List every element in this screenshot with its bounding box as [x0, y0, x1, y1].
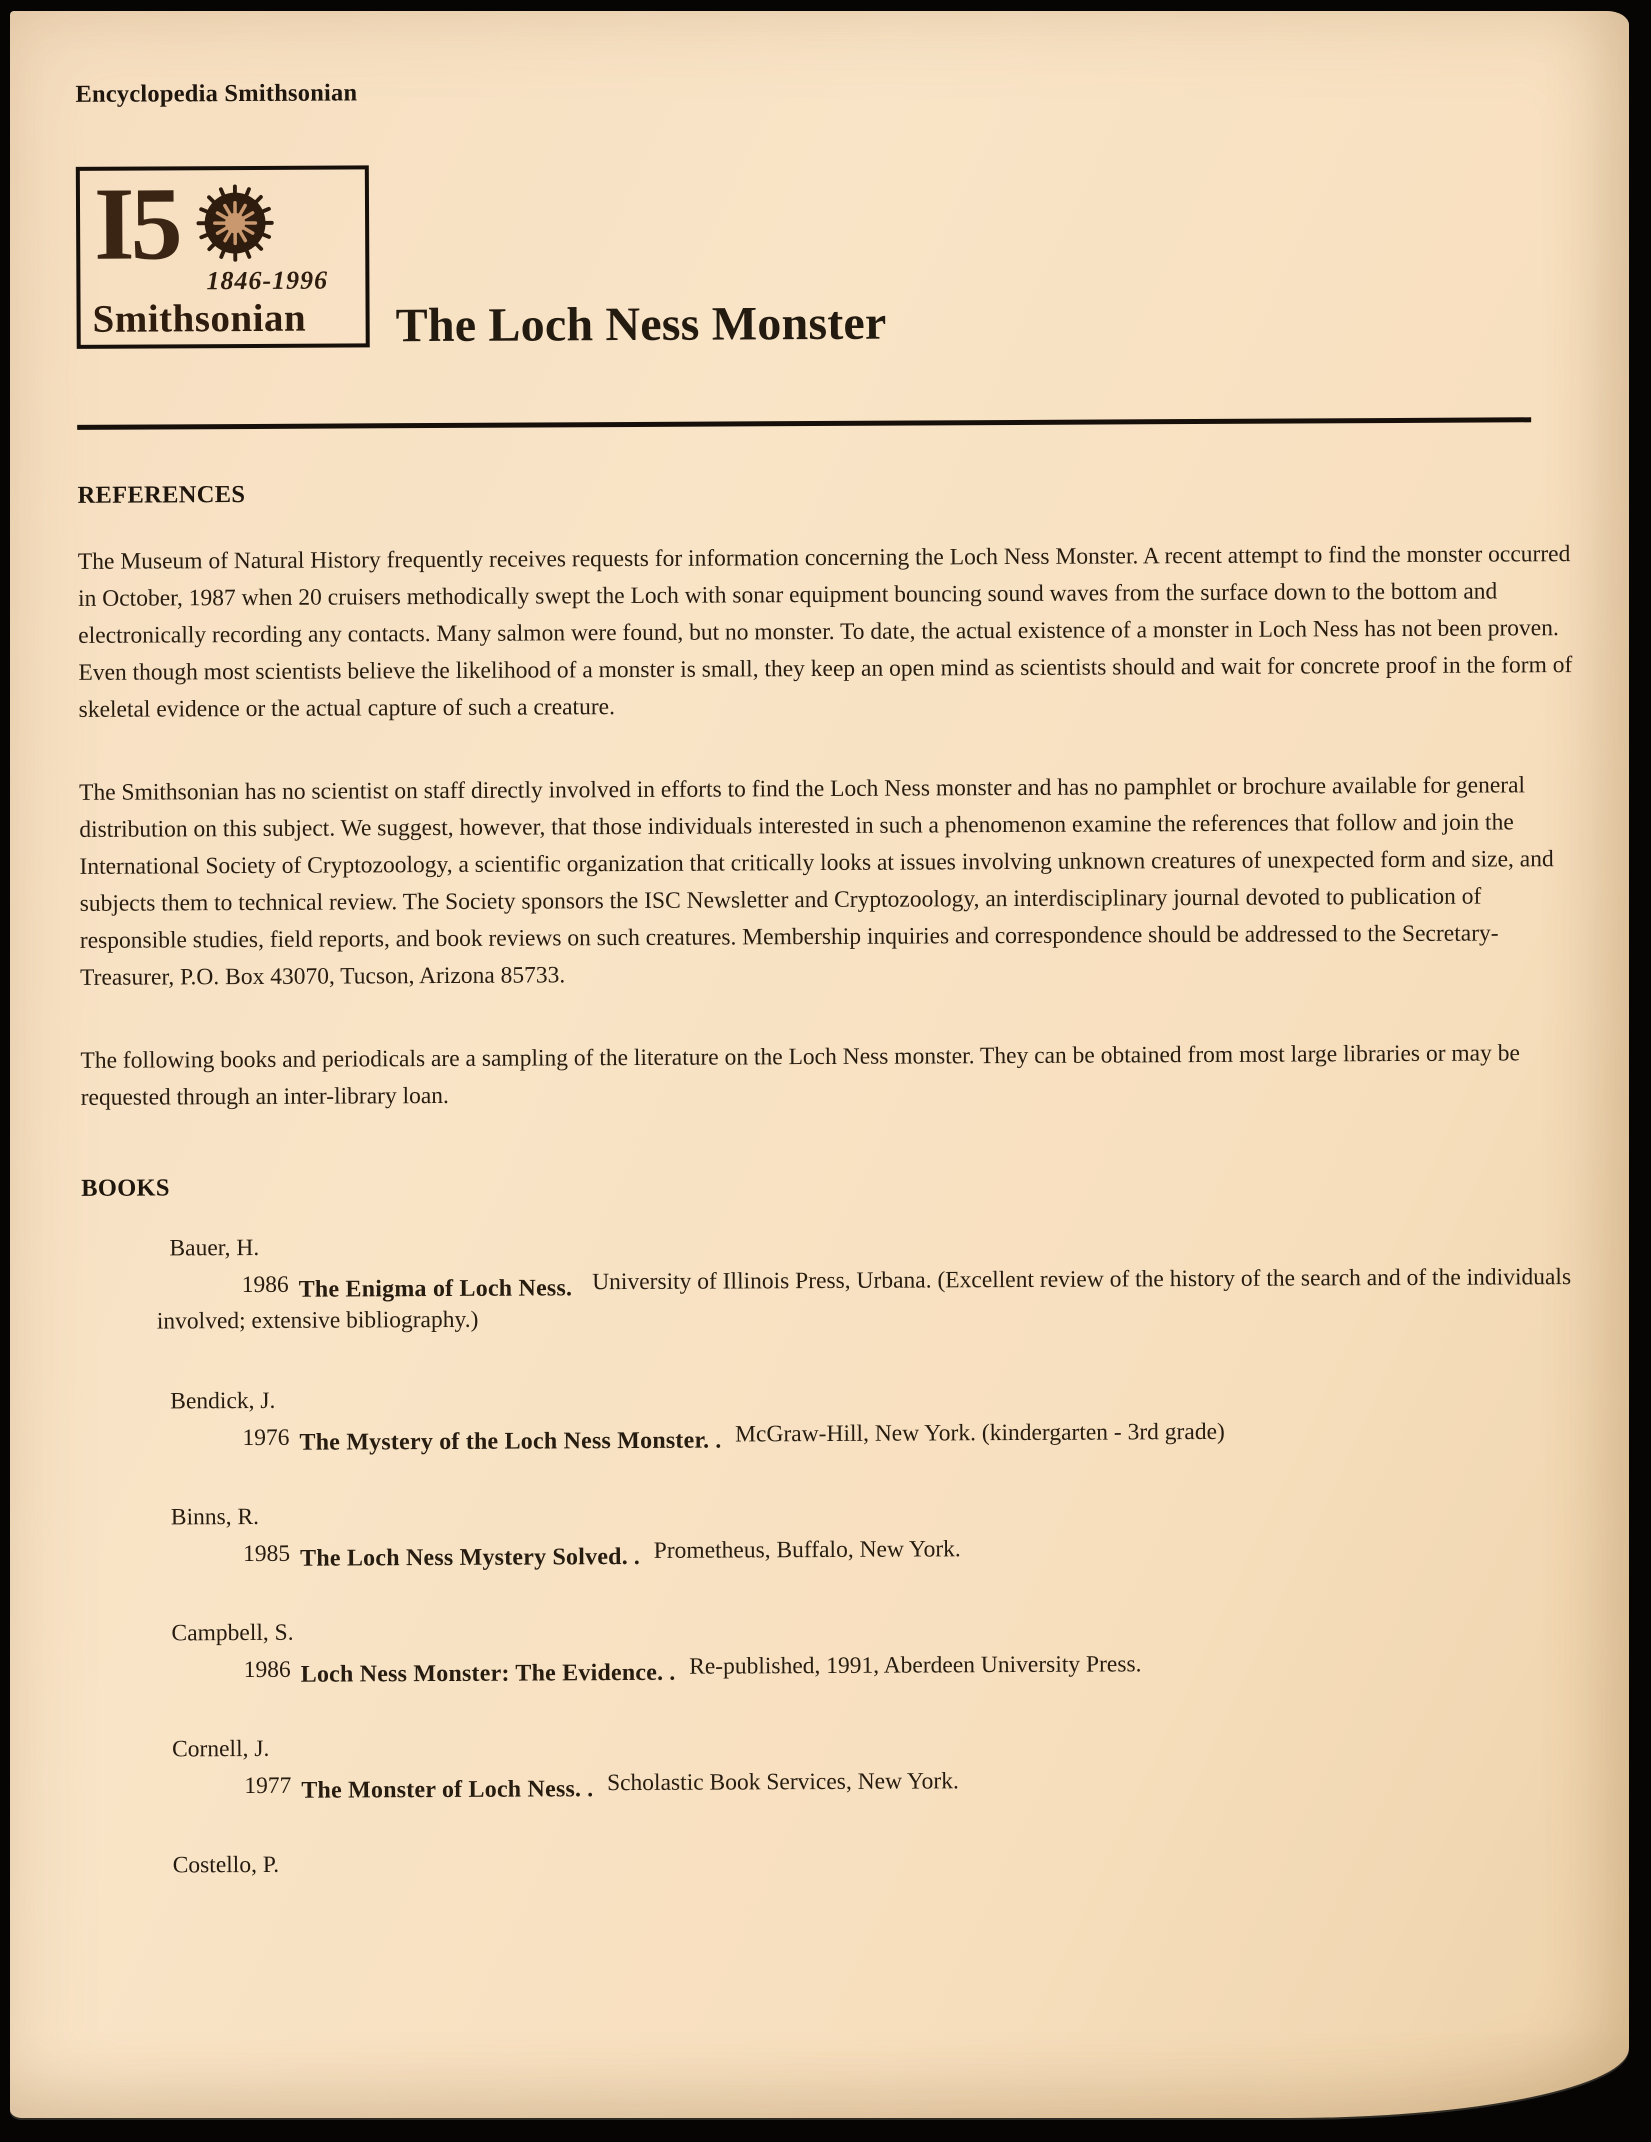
book-title: The Monster of Loch Ness.: [301, 1776, 582, 1804]
book-title: The Loch Ness Mystery Solved.: [300, 1544, 628, 1572]
book-separator: .: [633, 1543, 640, 1570]
document-header: [76, 159, 1573, 353]
book-entry-campbell: [83, 1608, 1579, 1690]
book-citation: [84, 1645, 1580, 1690]
logo-number: I5: [93, 166, 179, 282]
book-author: Cornell, J.: [172, 1735, 270, 1763]
header-divider: [77, 417, 1531, 430]
page-title: The Loch Ness Monster: [395, 296, 887, 353]
book-author: Bendick, J.: [170, 1387, 276, 1415]
book-citation: [82, 1260, 1578, 1342]
book-citation: [83, 1529, 1579, 1574]
references-heading: REFERENCES: [77, 481, 246, 509]
book-separator: .: [587, 1776, 594, 1803]
book-publisher: University of Illinois Press, Urbana. (Excellent review of the history of the search and of the individuals involved; extensive bibliography.): [156, 1264, 1572, 1335]
book-citation: [84, 1761, 1580, 1806]
book-title: The Mystery of the Loch Ness Monster.: [299, 1427, 710, 1456]
page-content: [10, 7, 1639, 1885]
book-year: 1985: [243, 1540, 291, 1568]
book-publisher: McGraw-Hill, New York. (kindergarten - 3rd grade): [735, 1418, 1225, 1448]
book-title: The Enigma of Loch Ness.: [298, 1275, 573, 1303]
book-entry-bendick: [82, 1376, 1578, 1458]
logo-years: 1846-1996: [206, 265, 329, 296]
sunburst-icon: [196, 184, 274, 262]
book-title: Loch Ness Monster: The Evidence.: [300, 1659, 664, 1688]
paragraph-literature: The following books and periodicals are a sampling of the literature on the Loch Ness monster. They can be obtained from most large libraries or may be requested through an inter-library loan.: [80, 1040, 1520, 1111]
paragraph-museum: The Museum of Natural History frequently receives requests for information concerning the Loch Ness Monster. A recent attempt to find the monster occurred in October, 1987 when 20 cruisers methodically swept the Loch with sonar equipment bouncing sound waves from the surface down to the bottom and electronically recording any contacts. Many salmon were found, but no monster. To date, the actual existence of a monster in Loch Ness has not been proven. Even though most scientists believe the likelihood of a monster is small, they keep an open mind as scientists should and wait for concrete proof in the form of skeletal evidence or the actual capture of such a creature.: [77, 541, 1573, 723]
book-year: 1977: [244, 1772, 292, 1800]
book-citation: [82, 1413, 1578, 1458]
document-eyebrow: Encyclopedia Smithsonian: [75, 79, 358, 108]
book-year: 1976: [242, 1424, 290, 1452]
book-year: 1986: [243, 1656, 291, 1684]
logo-wordmark: Smithsonian: [92, 296, 307, 341]
book-publisher: Scholastic Book Services, New York.: [606, 1768, 959, 1797]
book-author: Bauer, H.: [169, 1234, 260, 1262]
book-entry-binns: [83, 1492, 1579, 1574]
book-entry-costello: Costello, P.: [172, 1851, 280, 1879]
book-year: 1986: [241, 1271, 289, 1299]
book-publisher: Re-published, 1991, Aberdeen University Press.: [689, 1651, 1142, 1680]
paper-sheet: [10, 11, 1629, 2118]
book-entry-bauer: [81, 1223, 1578, 1342]
paragraph-smithsonian: The Smithsonian has no scientist on staff directly involved in efforts to find the Loch Ness monster and has no pamphlet or brochure available for general distribution on this subject. We suggest, however, that those individuals interested in such a phenomenon examine the references that follow and join the International Society of Cryptozoology, a scientific organization that critically looks at issues involving unknown creatures of unexpected form and size, and subjects them to technical review. The Society sponsors the ISC Newsletter and Cryptozoology, an interdisciplinary journal devoted to publication of responsible studies, field reports, and book reviews on such creatures. Membership inquiries and correspondence should be addressed to the Secretary-Treasurer, P.O. Box 43070, Tucson, Arizona 85733.: [79, 772, 1554, 991]
books-heading: BOOKS: [81, 1174, 170, 1202]
book-author: Campbell, S.: [171, 1619, 294, 1647]
smithsonian-150-logo: [76, 165, 370, 349]
book-entry-cornell: [84, 1724, 1580, 1806]
book-separator: .: [715, 1427, 722, 1454]
book-publisher: Prometheus, Buffalo, New York.: [653, 1536, 961, 1564]
book-separator: .: [669, 1659, 676, 1686]
book-author: Binns, R.: [170, 1503, 260, 1531]
